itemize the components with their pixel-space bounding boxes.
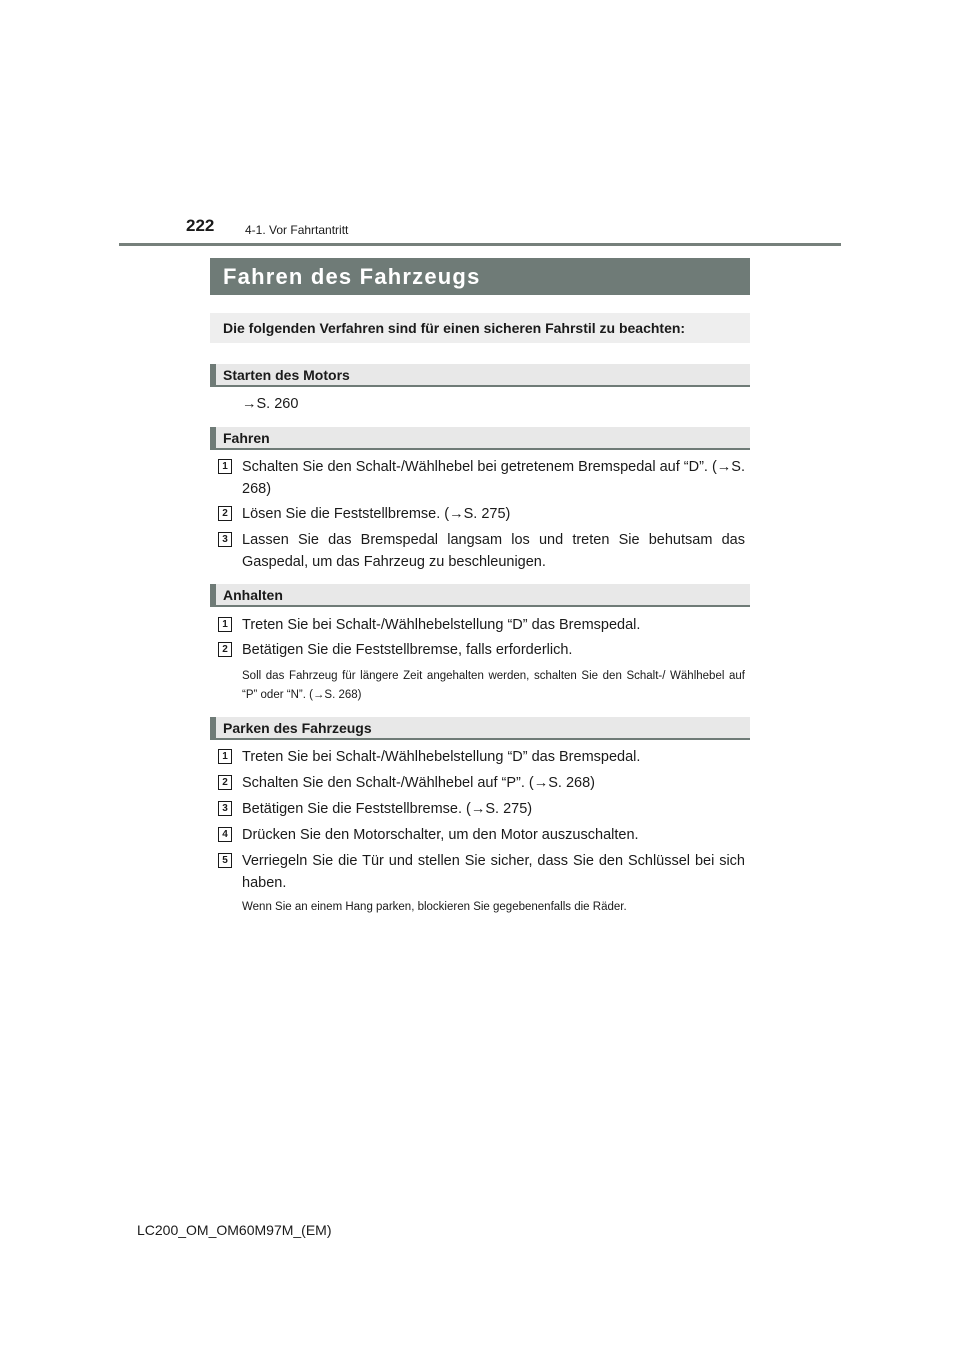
page-number: 222 — [186, 216, 215, 235]
step-text: Treten Sie bei Schalt-/Wählhebelstellung “D” das Bremspedal. — [242, 617, 641, 633]
step-number: 1 — [218, 459, 232, 474]
note: Wenn Sie an einem Hang parken, blockieren Sie gegebenenfalls die Räder. — [242, 901, 627, 913]
header-section: 4-1. Vor Fahrtantritt — [245, 223, 349, 237]
step-number: 2 — [218, 642, 232, 657]
step-text: Treten Sie bei Schalt-/Wählhebelstellung “D” das Bremspedal. — [242, 749, 641, 765]
step-text: Drücken Sie den Motorschalter, um den Motor auszuschalten. — [242, 827, 639, 843]
section-heading-parken: Parken des Fahrzeugs — [210, 717, 750, 740]
note: Soll das Fahrzeug für längere Zeit angehalten werden, schalten Sie den Schalt-/ Wählhebel auf “P” oder “N”. (→S. 268) — [242, 670, 745, 701]
start-reference: →S. 260 — [242, 396, 299, 412]
step-number: 3 — [218, 801, 232, 816]
header-rule — [119, 243, 841, 246]
step-text: Lassen Sie das Bremspedal langsam los und treten Sie behutsam das Gaspedal, um das Fahrzeug zu beschleunigen. — [242, 532, 745, 570]
step-number: 5 — [218, 853, 232, 868]
step-number: 1 — [218, 617, 232, 632]
page-title: Fahren des Fahrzeugs — [210, 258, 750, 295]
step-number: 2 — [218, 506, 232, 521]
step-number: 1 — [218, 749, 232, 764]
step-number: 4 — [218, 827, 232, 842]
intro-box: Die folgenden Verfahren sind für einen sicheren Fahrstil zu beachten: — [210, 313, 750, 343]
footer-code: LC200_OM_OM60M97M_(EM) — [137, 1222, 332, 1238]
step-number: 2 — [218, 775, 232, 790]
step-text: Verriegeln Sie die Tür und stellen Sie sicher, dass Sie den Schlüssel bei sich haben. — [242, 853, 745, 891]
section-heading-anhalten: Anhalten — [210, 584, 750, 607]
step-text: Schalten Sie den Schalt-/Wählhebel bei getretenem Bremspedal auf “D”. (→S. 268) — [242, 459, 745, 497]
step-text: Lösen Sie die Feststellbremse. (→S. 275) — [242, 506, 511, 522]
step-text: Betätigen Sie die Feststellbremse. (→S. 275) — [242, 801, 533, 817]
step-text: Betätigen Sie die Feststellbremse, falls erforderlich. — [242, 642, 573, 658]
section-heading-start: Starten des Motors — [210, 364, 750, 387]
step-number: 3 — [218, 532, 232, 547]
step-text: Schalten Sie den Schalt-/Wählhebel auf “P”. (→S. 268) — [242, 775, 596, 791]
section-heading-fahren: Fahren — [210, 427, 750, 450]
